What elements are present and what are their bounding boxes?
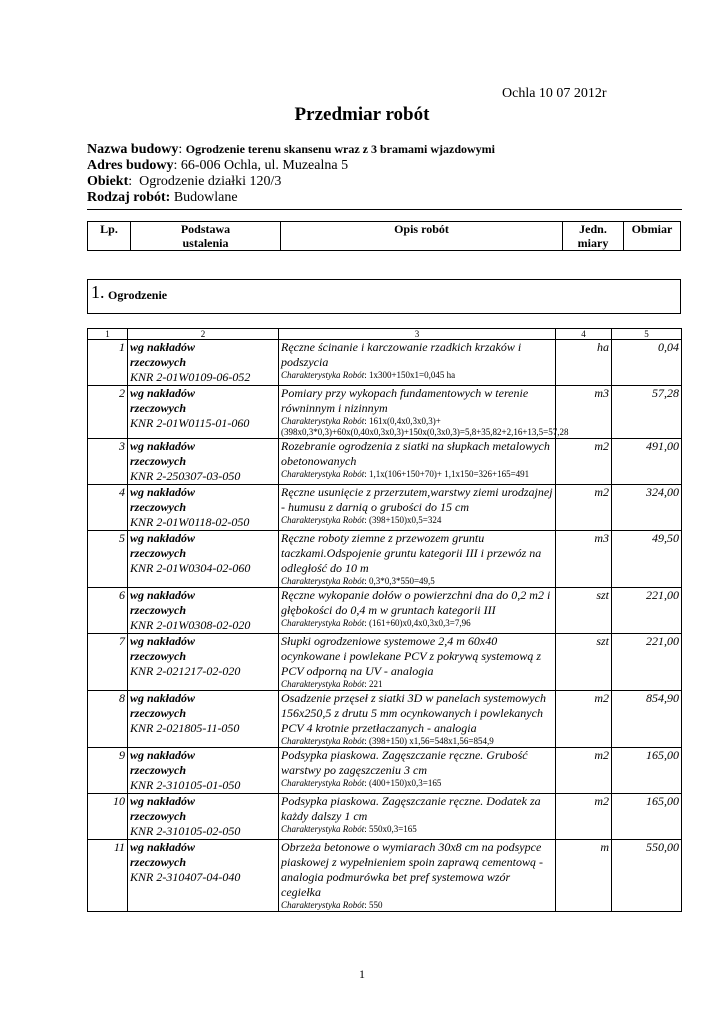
item-characteristic	[281, 679, 553, 690]
item-quantity: 0,04	[612, 340, 682, 386]
table-row	[88, 691, 682, 748]
item-basis-line1: wg nakładów	[130, 794, 196, 808]
item-quantity: 854,90	[612, 691, 682, 748]
item-basis-line2: rzeczowych	[130, 355, 186, 369]
item-basis-line1: wg nakładów	[130, 340, 196, 354]
item-lp: 10	[88, 794, 128, 840]
column-number-row	[88, 329, 682, 340]
item-lp: 2	[88, 386, 128, 439]
item-characteristic-value: : (400+150)x0,3=165	[364, 778, 442, 788]
table-header	[87, 221, 681, 251]
item-characteristic	[281, 416, 569, 438]
meta-nazwa-label: Nazwa budowy	[87, 142, 179, 157]
item-characteristic-value: : 550x0,3=165	[364, 824, 417, 834]
table-row	[88, 588, 682, 634]
item-lp: 7	[88, 634, 128, 691]
meta-row-nazwa: Nazwa budowy: Ogrodzenie terenu skansenu wraz z 3 bramami wjazdowymi	[87, 142, 495, 157]
item-quantity: 57,28	[612, 386, 682, 439]
meta-divider	[87, 209, 682, 210]
item-characteristic-label: Charakterystyka Robót	[281, 618, 365, 628]
meta-nazwa-value: Ogrodzenie terenu skansenu wraz z 3 bramami wjazdowymi	[185, 142, 495, 156]
item-basis-line1: wg nakładów	[130, 840, 196, 854]
item-basis-line1: wg nakładów	[130, 634, 196, 648]
item-unit: szt	[556, 634, 612, 691]
item-basis-line2: rzeczowych	[130, 454, 186, 468]
item-description-text: Rozebranie ogrodzenia z siatki na słupkach metalowych obetonowanych	[281, 439, 550, 468]
item-description-text: Słupki ogrodzeniowe systemowe 2,4 m 60x40 ocynkowane i powlekane PCV z pokrywą systemową z PCV odporną na UV - analogia	[281, 634, 542, 678]
item-lp: 4	[88, 485, 128, 531]
item-basis-code: KNR 2-01W0118-02-050	[130, 515, 250, 529]
item-quantity: 324,00	[612, 485, 682, 531]
item-basis-code: KNR 2-250307-03-050	[130, 469, 241, 483]
item-characteristic-label: Charakterystyka Robót	[281, 515, 365, 525]
item-basis-line1: wg nakładów	[130, 531, 196, 545]
meta-rodzaj-label: Rodzaj robót:	[87, 190, 171, 205]
item-basis-line2: rzeczowych	[130, 706, 186, 720]
item-description	[279, 340, 556, 386]
item-characteristic-value: : 0,3*0,3*550=49,5	[364, 576, 435, 586]
page-number: 1	[359, 967, 365, 981]
item-basis-line2: rzeczowych	[130, 809, 186, 823]
item-basis-code: KNR 2-01W0109-06-052	[130, 370, 251, 384]
item-basis	[128, 840, 279, 912]
table-row	[88, 485, 682, 531]
item-characteristic-label: Charakterystyka Robót	[281, 679, 365, 689]
item-quantity: 221,00	[612, 634, 682, 691]
item-description-text: Obrzeża betonowe o wymiarach 30x8 cm na podsypce piaskowej z wypełnieniem spoin zaprawą cementową - analogia podmurówka bet pref systemowa wzór cegiełka	[281, 840, 543, 899]
item-characteristic-label: Charakterystyka Robót	[281, 778, 365, 788]
table-row	[88, 794, 682, 840]
item-basis-code: KNR 2-01W0115-01-060	[130, 416, 250, 430]
column-number: 4	[556, 329, 612, 340]
item-characteristic-label: Charakterystyka Robót	[281, 576, 365, 586]
meta-adres-label: Adres budowy	[87, 158, 174, 173]
header-obmiar: Obmiar	[624, 222, 681, 251]
item-description	[279, 531, 556, 588]
project-metadata	[87, 141, 687, 210]
item-characteristic	[281, 370, 553, 381]
item-description-text: Ręczne roboty ziemne z przewozem gruntu taczkami.Odspojenie gruntu kategorii III i przewóz na odległość do 10 m	[281, 531, 542, 575]
item-description	[279, 386, 569, 439]
item-quantity: 49,50	[612, 531, 682, 588]
item-characteristic-label: Charakterystyka Robót	[281, 824, 365, 834]
item-basis	[128, 531, 279, 588]
header-jedn: Jedn. miary	[563, 222, 624, 251]
item-basis-line1: wg nakładów	[130, 485, 196, 499]
header-opis: Opis robót	[281, 222, 563, 251]
item-quantity: 165,00	[612, 748, 682, 794]
item-unit: m2	[556, 485, 612, 531]
item-unit: m2	[556, 748, 612, 794]
item-quantity: 221,00	[612, 588, 682, 634]
item-basis-line2: rzeczowych	[130, 546, 186, 560]
item-basis	[128, 588, 279, 634]
item-characteristic	[281, 778, 553, 789]
item-basis	[128, 691, 279, 748]
item-basis-code: KNR 2-310105-02-050	[130, 824, 241, 838]
item-basis-code: KNR 2-021805-11-050	[130, 721, 240, 735]
item-description-text: Ręczne ścinanie i karczowanie rzadkich krzaków i podszycia	[281, 340, 522, 369]
item-description	[279, 485, 556, 531]
table-row	[88, 340, 682, 386]
item-basis-line1: wg nakładów	[130, 748, 196, 762]
item-characteristic-value: : 550	[364, 900, 383, 910]
item-basis-line2: rzeczowych	[130, 401, 186, 415]
item-basis-line1: wg nakładów	[130, 691, 196, 705]
item-basis-code: KNR 2-310105-01-050	[130, 778, 241, 792]
items-body	[88, 340, 682, 912]
meta-obiekt-value: Ogrodzenie działki 120/3	[139, 174, 282, 189]
section-name: Ogrodzenie	[108, 288, 168, 302]
item-characteristic-value: : 1x300+150x1=0,045 ha	[364, 370, 456, 380]
item-lp: 5	[88, 531, 128, 588]
item-lp: 3	[88, 439, 128, 485]
item-unit: m2	[556, 691, 612, 748]
item-characteristic-label: Charakterystyka Robót	[281, 370, 365, 380]
item-description	[279, 748, 556, 794]
meta-row-obiekt: Obiekt: Ogrodzenie działki 120/3	[87, 174, 282, 189]
item-characteristic-label: Charakterystyka Robót	[281, 900, 365, 910]
item-basis-line2: rzeczowych	[130, 603, 186, 617]
table-row	[88, 439, 682, 485]
meta-rodzaj-value: Budowlane	[173, 190, 238, 205]
item-description	[279, 439, 556, 485]
meta-adres-value: 66-006 Ochla, ul. Muzealna 5	[180, 158, 349, 173]
item-quantity: 550,00	[612, 840, 682, 912]
item-lp: 8	[88, 691, 128, 748]
item-basis-line1: wg nakładów	[130, 588, 196, 602]
item-lp: 6	[88, 588, 128, 634]
item-lp: 9	[88, 748, 128, 794]
item-basis-code: KNR 2-021217-02-020	[130, 664, 241, 678]
item-description	[279, 588, 556, 634]
item-characteristic-value: : (161+60)x0,4x0,3x0,3=7,96	[364, 618, 471, 628]
item-unit: m	[556, 840, 612, 912]
item-basis-line1: wg nakładów	[130, 439, 196, 453]
item-description	[279, 794, 556, 840]
item-description-text: Pomiary przy wykopach fundamentowych w terenie równinnym i nizinnym	[281, 386, 529, 415]
item-unit: ha	[556, 340, 612, 386]
item-description	[279, 840, 556, 912]
column-number: 5	[612, 329, 682, 340]
section-number: 1.	[91, 282, 105, 302]
item-basis	[128, 439, 279, 485]
document-title: Przedmiar robót	[294, 104, 430, 125]
item-basis	[128, 340, 279, 386]
meta-obiekt-label: Obiekt	[87, 174, 129, 189]
header-podstawa: Podstawa ustalenia	[131, 222, 281, 251]
item-characteristic-value: : 1,1x(106+150+70)+ 1,1x150=326+165=491	[364, 469, 530, 479]
meta-row-adres: Adres budowy: 66-006 Ochla, ul. Muzealna 5	[87, 158, 349, 173]
item-description-text: Podsypka piaskowa. Zagęszczanie ręczne. Dodatek za każdy dalszy 1 cm	[281, 794, 541, 823]
item-basis-line2: rzeczowych	[130, 500, 186, 514]
column-number: 2	[128, 329, 279, 340]
item-basis	[128, 485, 279, 531]
item-characteristic	[281, 515, 553, 526]
item-unit: szt	[556, 588, 612, 634]
item-basis-code: KNR 2-310407-04-040	[130, 870, 241, 884]
item-characteristic-value: : 161x(0,4x0,3x0,3)+(398x0,3*0,3)+60x(0,40x0,3x0,3)+150x(0,3x0,3)=5,8+35,82+2,16+13,5=57,28	[281, 416, 569, 437]
item-characteristic	[281, 736, 553, 747]
item-description-text: Ręczne usunięcie z przerzutem,warstwy ziemi urodzajnej - humusu z darnią o grubości do 15 cm	[281, 485, 553, 514]
column-number: 1	[88, 329, 128, 340]
item-characteristic-label: Charakterystyka Robót	[281, 469, 365, 479]
item-quantity: 491,00	[612, 439, 682, 485]
item-characteristic	[281, 576, 553, 587]
item-basis-code: KNR 2-01W0308-02-020	[130, 618, 251, 632]
item-characteristic-label: Charakterystyka Robót	[281, 416, 365, 426]
item-unit: m3	[556, 386, 612, 439]
item-unit: m2	[556, 794, 612, 840]
table-row	[88, 748, 682, 794]
column-number: 3	[279, 329, 556, 340]
item-unit: m3	[556, 531, 612, 588]
item-characteristic-value: : 221	[364, 679, 383, 689]
item-basis	[128, 386, 279, 439]
item-basis-code: KNR 2-01W0304-02-060	[130, 561, 251, 575]
section-box	[87, 279, 681, 314]
item-lp: 1	[88, 340, 128, 386]
document-date: Ochla 10 07 2012r	[502, 86, 607, 101]
table-row	[88, 531, 682, 588]
item-characteristic	[281, 618, 553, 629]
item-basis-line1: wg nakładów	[130, 386, 196, 400]
item-lp: 11	[88, 840, 128, 912]
meta-row-rodzaj	[87, 190, 687, 206]
item-characteristic	[281, 469, 553, 480]
item-description-text: Osadzenie przęseł z siatki 3D w panelach systemowych 156x250,5 z drutu 5 mm ocynkowanych i powlekanych PCV 4 krotnie przetłaczanych - analogia	[281, 691, 546, 735]
item-basis-line2: rzeczowych	[130, 763, 186, 777]
item-quantity: 165,00	[612, 794, 682, 840]
item-description	[279, 691, 556, 748]
item-description-text: Ręczne wykopanie dołów o powierzchni dna do 0,2 m2 i głębokości do 0,4 m w gruntach kategorii III	[281, 588, 551, 617]
items-table	[87, 328, 682, 912]
item-basis-line2: rzeczowych	[130, 649, 186, 663]
table-row	[88, 634, 682, 691]
table-row	[88, 386, 682, 439]
item-characteristic	[281, 824, 553, 835]
item-characteristic-value: : (398+150)x0,5=324	[364, 515, 442, 525]
item-description	[279, 634, 556, 691]
header-lp: Lp.	[88, 222, 131, 251]
item-basis	[128, 794, 279, 840]
item-unit: m2	[556, 439, 612, 485]
item-characteristic-label: Charakterystyka Robót	[281, 736, 365, 746]
item-description-text: Podsypka piaskowa. Zagęszczanie ręczne. Grubość warstwy po zagęszczeniu 3 cm	[281, 748, 528, 777]
item-characteristic-value: : (398+150) x1,56=548x1,56=854,9	[364, 736, 494, 746]
item-characteristic	[281, 900, 553, 911]
item-basis	[128, 748, 279, 794]
item-basis	[128, 634, 279, 691]
item-basis-line2: rzeczowych	[130, 855, 186, 869]
table-row	[88, 840, 682, 912]
